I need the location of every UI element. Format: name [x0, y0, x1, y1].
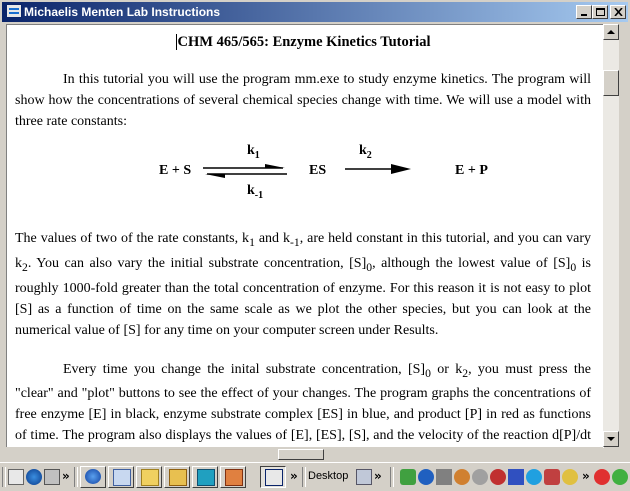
- taskbar: [0, 462, 630, 491]
- task-button-app[interactable]: [192, 466, 218, 488]
- folder-icon: [141, 469, 159, 486]
- maximize-button[interactable]: [592, 5, 608, 19]
- tasks-more-icon[interactable]: »: [290, 469, 298, 483]
- title-bar[interactable]: [2, 2, 628, 22]
- intro-paragraph: In this tutorial you will use the program mm.exe to study enzyme kinetics. The program will show how the concentrations of several chemical species change with time. We will use a model with three rate constants:: [15, 72, 591, 129]
- desktop-toolbar-label[interactable]: Desktop: [308, 470, 349, 482]
- document-viewport[interactable]: [6, 24, 604, 448]
- folder-icon: [169, 469, 187, 486]
- reaction-scheme: [15, 136, 591, 214]
- internet-explorer-icon[interactable]: [26, 469, 42, 485]
- minimize-button[interactable]: [576, 5, 592, 19]
- instructions-paragraph: Every time you change the inital substrate concentration, $[S]_0$ or $k_2$, you must press the "clear" and "plot" buttons to see the effect of your changes. The program graphs the concentrations of free enzyme [E] in black, enzyme substrate complex [ES] in blue, and product [P] in red as functions of time. The program also displays the values of [E], [ES], [S], and the velocity of the reaction d[P]/dt: [15, 361, 592, 444]
- app-icon[interactable]: [6, 4, 22, 18]
- tray-app-icon[interactable]: [526, 469, 542, 485]
- computer-icon[interactable]: [44, 469, 60, 485]
- app-icon: [197, 469, 215, 486]
- close-icon: [614, 8, 623, 16]
- scheme-products: E + P: [455, 163, 488, 178]
- task-button-browser[interactable]: [80, 466, 106, 488]
- minimize-icon: [580, 8, 589, 16]
- quicklaunch-more-icon[interactable]: »: [62, 469, 70, 483]
- scroll-thumb[interactable]: [603, 70, 619, 96]
- app-icon: [265, 469, 283, 486]
- close-button[interactable]: [610, 5, 626, 19]
- messenger-icon[interactable]: [562, 469, 578, 485]
- scheme-k1-label: $k_1$: [247, 143, 260, 161]
- maximize-icon: [596, 8, 605, 16]
- task-button-editor[interactable]: [108, 466, 134, 488]
- tray-app-icon[interactable]: [454, 469, 470, 485]
- system-tray: [396, 466, 630, 488]
- volume-icon[interactable]: [436, 469, 452, 485]
- browser-icon: [85, 469, 101, 484]
- scheme-reactants: E + S: [159, 163, 192, 178]
- window-title: Michaelis Menten Lab Instructions: [24, 5, 221, 19]
- tray-more-icon[interactable]: »: [582, 469, 590, 483]
- horizontal-scroll-thumb[interactable]: [278, 449, 324, 460]
- network-icon[interactable]: [400, 469, 416, 485]
- tray-app-icon[interactable]: [418, 469, 434, 485]
- arrow-up-icon: [604, 25, 618, 39]
- desktop-more-icon[interactable]: »: [374, 469, 382, 483]
- vertical-scrollbar[interactable]: [603, 24, 619, 447]
- tray-app-icon[interactable]: [508, 469, 524, 485]
- tray-app-icon[interactable]: [594, 469, 610, 485]
- arrow-down-icon: [604, 432, 618, 446]
- editor-icon: [113, 469, 131, 486]
- tray-app-icon[interactable]: [544, 469, 560, 485]
- antivirus-icon[interactable]: [490, 469, 506, 485]
- equilibrium-arrow-icon: [203, 164, 287, 178]
- scheme-complex: ES: [309, 163, 327, 178]
- task-button-folder-2[interactable]: [164, 466, 190, 488]
- rate-constants-paragraph: The values of two of the rate constants, $k_1$ and $k_{-1}$, are held constant in this tutorial, and you can vary $k_2$. You can also vary the initial substrate concentration, $[S]_0$, although the lowest value of $[S]_0$ is roughly 1000-fold greater than the total concentration of enzyme. For this reason it is not easy to plot [S] as a function of time on the same scale as we plot the other species, but you can look at the numerical value of [S] for any time on your computer screen under Results.: [15, 231, 592, 338]
- my-computer-icon[interactable]: [356, 469, 372, 485]
- scroll-down-button[interactable]: [603, 431, 619, 447]
- task-button-folder[interactable]: [136, 466, 162, 488]
- tray-app-icon[interactable]: [472, 469, 488, 485]
- task-button-paint[interactable]: [220, 466, 246, 488]
- forward-arrow-icon: [345, 162, 413, 176]
- scroll-up-button[interactable]: [603, 24, 619, 40]
- show-desktop-icon[interactable]: [8, 469, 24, 485]
- document-body: [15, 29, 591, 448]
- page-title: CHM 465/565: Enzyme Kinetics Tutorial: [177, 34, 431, 50]
- task-button-mm-instructions[interactable]: [260, 466, 286, 488]
- scheme-k2-label: $k_2$: [359, 143, 372, 161]
- paint-icon: [225, 469, 243, 486]
- tray-app-icon[interactable]: [612, 469, 628, 485]
- scheme-km1-label: $k_{-1}$: [247, 183, 264, 201]
- horizontal-scrollbar[interactable]: [6, 447, 603, 462]
